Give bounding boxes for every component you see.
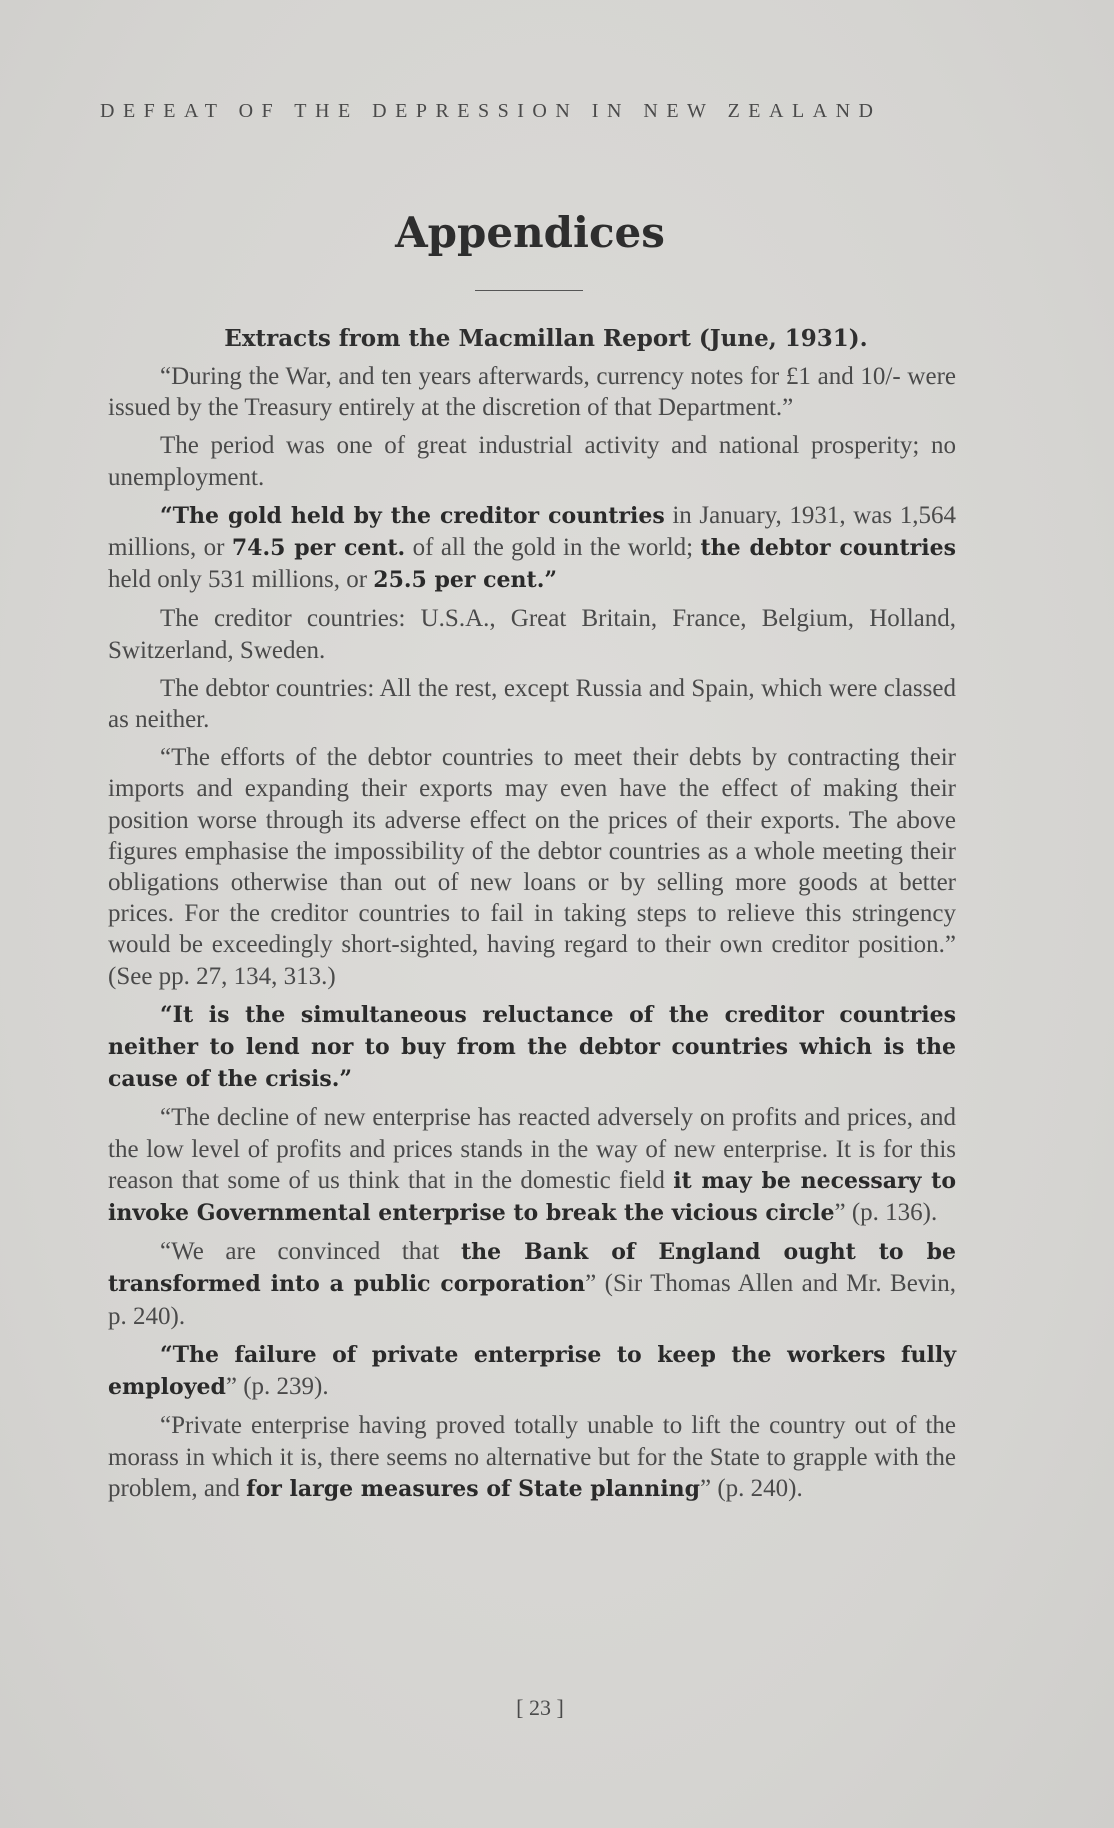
body-text: “During the War, and ten years afterwards, currency notes for £1 and 10/- were issued by the Treasury entirely at the discretion of that Department.” [108,363,956,422]
emphasis-text: the debtor countries [700,535,956,562]
paragraph [108,1410,956,1505]
body-text: ” (p. 136). [834,1199,938,1227]
paragraph [108,1236,956,1332]
running-head: DEFEAT OF THE DEPRESSION IN NEW ZEALAND [100,100,882,122]
body-text: of all the gold in the world; [405,534,701,562]
body-text: in January, 1931, was 1,564 millions, or [108,501,956,562]
paragraph [108,500,956,597]
paragraph-list [108,361,956,1505]
paragraph [108,430,956,492]
emphasis-text: the Bank of England ought to be transformed into a public corporation [108,1239,956,1298]
paragraph [108,1102,956,1229]
paragraph [108,742,956,992]
emphasis-text: “It is the simultaneous reluctance of the creditor countries neither to lend nor to buy from the debtor countries which is the cause of the crisis.” [108,1001,956,1093]
body-text: The debtor countries: All the rest, except Russia and Spain, which were classed as neither. [108,674,956,734]
body-text: “The efforts of the debtor countries to meet their debts by contracting their imports and expanding their exports may even have the effect of making their position worse through its adverse effect on the prices of their exports. The above figures emphasise the impossibility of the debtor countries as a whole meeting their obligations otherwise than out of new loans or by selling more goods at better prices. For the creditor countries to fail in taking steps to relieve this stringency would be exceedingly short-sighted, having regard to their own creditor position.” (See pp. 27, 134, 313.) [108,744,956,990]
appendix-body [108,322,956,1512]
emphasis-text: 74.5 per cent. [231,535,406,562]
paragraph [108,603,956,665]
body-text: The creditor countries: U.S.A., Great Britain, France, Belgium, Holland, Switzerland, Sweden. [108,605,956,664]
paragraph [108,673,956,735]
page-title: Appendices [395,208,665,257]
body-text: ” (p. 239). [225,1373,329,1401]
body-text: “The decline of new enterprise has reacted adversely on profits and prices, and the low level of profits and prices stands in the way of new enterprise. It is for this reason that some of us think that in the domestic field [108,1104,956,1194]
emphasis-text: “The gold held by the creditor countries [160,502,665,529]
emphasis-text: it may be necessary to invoke Governmental enterprise to break the vicious circle [108,1167,956,1227]
body-text: “Private enterprise having proved totally unable to lift the country out of the morass in which it is, there seems no alternative but for the State to grapple with the problem, and [108,1412,956,1502]
paragraph [108,361,956,423]
body-text: The period was one of great industrial activity and national prosperity; no unemployment. [108,432,956,491]
page-number: [ 23 ] [516,1695,564,1720]
body-text: ” (Sir Thomas Allen and Mr. Bevin, p. 240). [108,1270,956,1330]
emphasis-text: 25.5 per cent.” [373,567,558,594]
title-rule [475,290,583,291]
section-heading: Extracts from the Macmillan Report (June, 1931). [224,325,868,352]
body-text: ” (p. 240). [700,1474,803,1502]
paragraph [108,999,956,1096]
paragraph [108,1339,956,1403]
body-text: held only 531 millions, or [108,566,374,594]
emphasis-text: “The failure of private enterprise to keep the workers fully employed [108,1341,956,1401]
body-text: “We are convinced that [160,1238,461,1266]
emphasis-text: for large measures of State planning [246,1475,700,1502]
